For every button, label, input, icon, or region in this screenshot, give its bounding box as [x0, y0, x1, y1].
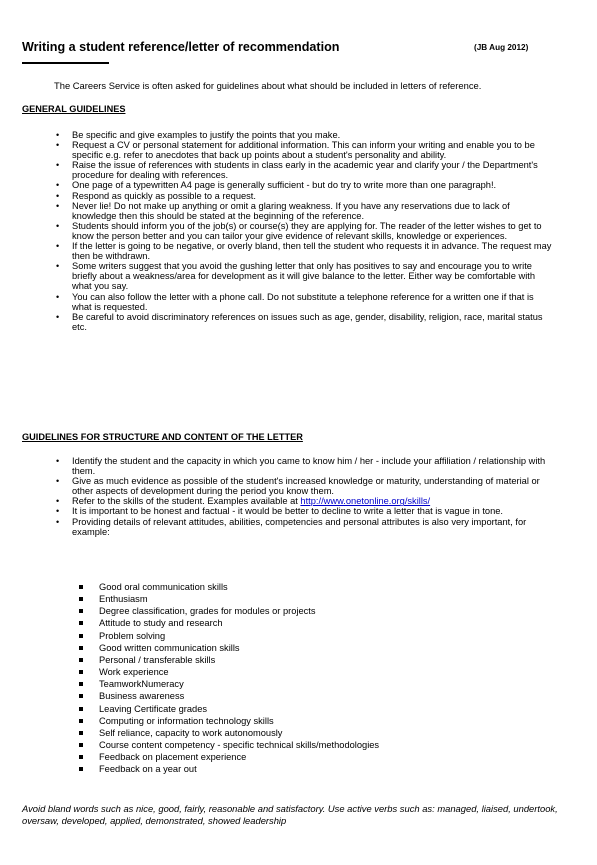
square-bullet-icon — [79, 621, 83, 625]
list-item: • Students should inform you of the job(s) or course(s) they are applying for. The reader of the letter wishes to get to know the person better and you can tailor your give evidence of relevant skills, knowledge or experiences. — [56, 220, 542, 241]
bullet-icon: • — [56, 200, 60, 211]
bullet-icon: • — [56, 476, 60, 487]
list-item: Course content competency - specific technical skills/methodologies — [99, 739, 379, 751]
page-title: Writing a student reference/letter of recommendation — [22, 40, 340, 54]
document-date: (JB Aug 2012) — [474, 43, 529, 52]
onetonline-skills-link[interactable]: http://www.onetonline.org/skills/ — [300, 496, 431, 507]
bullet-icon: • — [56, 241, 60, 252]
list-item: • Be specific and give examples to justify the points that you make. — [56, 130, 341, 140]
bullet-icon: • — [56, 140, 60, 151]
square-bullet-icon — [79, 597, 83, 601]
square-bullet-icon — [79, 634, 83, 638]
list-item: • You can also follow the letter with a phone call. Do not substitute a telephone reference for a written one if that is what is requested. — [56, 291, 534, 312]
square-bullet-icon — [79, 694, 83, 698]
square-bullet-icon — [79, 585, 83, 589]
bullet-icon: • — [56, 516, 60, 527]
list-item: • Refer to the skills of the student. Examples available at http://www.onetonline.org/skills/ — [56, 496, 431, 507]
bullet-icon: • — [56, 291, 60, 302]
bullet-icon: • — [56, 220, 60, 231]
structure-guidelines-list — [56, 456, 554, 537]
list-item: Business awareness — [99, 690, 379, 702]
list-item: • If the letter is going to be negative, or overly bland, then tell the student who requests it in advance. The request may then be withdrawn. — [56, 241, 552, 262]
footer-advice: Avoid bland words such as nice, good, fairly, reasonable and satisfactory. Use active verbs such as: managed, liaised, undertook, oversaw, developed, applied, demonstrated, showed leadership — [22, 803, 558, 827]
list-item: • Identify the student and the capacity in which you came to know him / her - include your affiliation / relationship with them. — [56, 456, 546, 477]
bullet-icon: • — [56, 160, 60, 171]
square-bullet-icon — [79, 658, 83, 662]
title-underline — [22, 62, 109, 64]
square-bullet-icon — [79, 646, 83, 650]
list-item: • Be careful to avoid discriminatory references on issues such as age, gender, disability, religion, race, marital status etc. — [56, 311, 543, 332]
bullet-icon: • — [56, 456, 60, 466]
list-item: Work experience — [99, 666, 379, 678]
square-bullet-icon — [79, 731, 83, 735]
bullet-icon: • — [56, 130, 60, 140]
square-bullet-icon — [79, 670, 83, 674]
section-heading-structure: GUIDELINES FOR STRUCTURE AND CONTENT OF THE LETTER — [22, 432, 303, 442]
list-item: Leaving Certificate grades — [99, 703, 379, 715]
square-bullet-icon — [79, 682, 83, 686]
list-item: Personal / transferable skills — [99, 654, 379, 666]
bullet-icon: • — [56, 261, 60, 272]
bullet-icon: • — [56, 180, 60, 191]
intro-paragraph: The Careers Service is often asked for guidelines about what should be included in letters of reference. — [54, 80, 482, 91]
square-bullet-icon — [79, 767, 83, 771]
list-item: TeamworkNumeracy — [99, 678, 379, 690]
list-item: • Some writers suggest that you avoid the gushing letter that only has positives to say and encourage you to write briefly about a weakness/area for development as it will give balance to the letter. Either way be comfortable with what you say. — [56, 261, 536, 292]
square-bullet-icon — [79, 719, 83, 723]
list-item: Good oral communication skills — [99, 581, 379, 593]
list-item: Attitude to study and research — [99, 617, 379, 629]
square-bullet-icon — [79, 743, 83, 747]
square-bullet-icon — [79, 755, 83, 759]
bullet-icon: • — [56, 190, 60, 201]
list-item: • Never lie! Do not make up anything or omit a glaring weakness. If you have any reservations due to lack of knowledge then this should be stated at the beginning of the reference. — [56, 200, 510, 221]
attributes-examples-list — [99, 581, 379, 776]
list-item: • Request a CV or personal statement for additional information. This can inform your writing and enable you to be specific e.g. refer to anecdotes that back up points about a student's personality and ability. — [56, 140, 535, 161]
general-guidelines-list — [56, 130, 554, 332]
list-item: • Raise the issue of references with students in class early in the academic year and clarify your / the Department's procedure for dealing with references. — [56, 160, 538, 181]
list-item: • It is important to be honest and factual - it would be better to decline to write a letter that is vague in tone. — [56, 506, 504, 517]
section-heading-general: GENERAL GUIDELINES — [22, 104, 126, 114]
list-item: Enthusiasm — [99, 593, 379, 605]
bullet-icon: • — [56, 311, 60, 322]
list-item: Degree classification, grades for modules or projects — [99, 605, 379, 617]
list-item: • Respond as quickly as possible to a request. — [56, 190, 256, 201]
list-item: Feedback on a year out — [99, 763, 379, 775]
list-item: • Providing details of relevant attitudes, abilities, competencies and personal attributes is also very important, for example: — [56, 516, 527, 537]
list-item: Good written communication skills — [99, 642, 379, 654]
square-bullet-icon — [79, 707, 83, 711]
bullet-icon: • — [56, 506, 60, 517]
list-item: Problem solving — [99, 630, 379, 642]
square-bullet-icon — [79, 609, 83, 613]
list-item: Feedback on placement experience — [99, 751, 379, 763]
bullet-icon: • — [56, 496, 60, 507]
list-item: • One page of a typewritten A4 page is generally sufficient - but do try to write more than one paragraph!. — [56, 180, 497, 191]
list-item: Computing or information technology skills — [99, 715, 379, 727]
list-item: Self reliance, capacity to work autonomously — [99, 727, 379, 739]
list-item: • Give as much evidence as possible of the student's increased knowledge or maturity, understanding of material or other aspects of development during the period you know them. — [56, 476, 540, 497]
